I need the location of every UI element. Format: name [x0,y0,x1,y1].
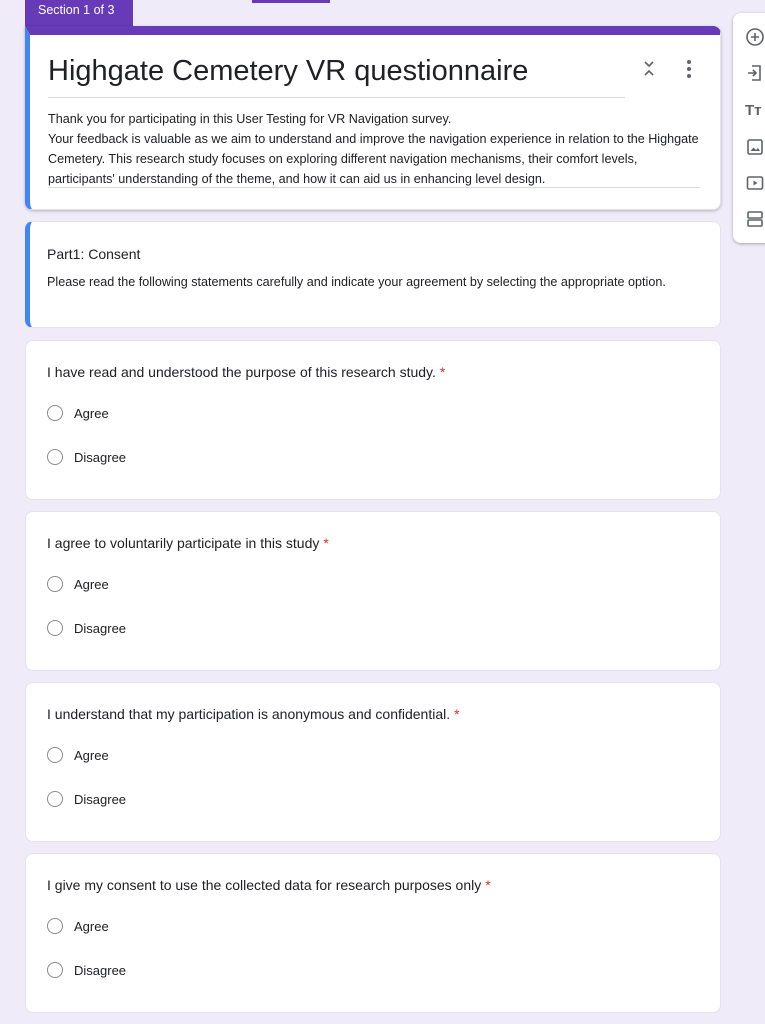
section-header-card[interactable] [25,221,721,328]
option-label: Disagree [74,962,127,978]
question-card[interactable] [25,511,721,671]
option-label: Disagree [74,791,127,807]
radio-button[interactable] [47,405,63,421]
description-line: Thank you for participating in this User Testing for VR Navigation survey. [48,112,452,126]
question-card[interactable] [25,853,721,1013]
import-questions-icon[interactable] [745,63,765,83]
option-disagree[interactable] [47,620,126,636]
question-card[interactable] [25,340,721,500]
option-disagree[interactable] [47,962,126,978]
section-title: Part1: Consent [47,246,141,262]
option-disagree[interactable] [47,791,126,807]
option-label: Agree [74,405,109,421]
option-label: Disagree [74,620,127,636]
title-underline [48,97,625,98]
radio-button[interactable] [47,918,63,934]
description-underline [48,187,700,188]
form-title[interactable]: Highgate Cemetery VR questionnaire [48,55,529,87]
form-description[interactable] [48,109,704,189]
required-asterisk: * [323,535,329,551]
required-asterisk: * [485,877,491,893]
add-question-icon[interactable] [745,27,765,47]
section-description: Please read the following statements carefully and indicate your agreement by selecting the appropriate option. [47,275,666,289]
required-asterisk: * [454,706,460,722]
question-text: I give my consent to use the collected data for research purposes only * [47,877,491,893]
option-agree[interactable] [47,576,109,592]
add-title-icon[interactable]: Tт [745,102,762,119]
radio-button[interactable] [47,747,63,763]
section-tab: Section 1 of 3 [25,0,133,26]
floating-toolbar [733,13,765,243]
option-label: Disagree [74,449,127,465]
question-card[interactable] [25,682,721,842]
radio-button[interactable] [47,449,63,465]
option-agree[interactable] [47,747,109,763]
radio-button[interactable] [47,962,63,978]
radio-button[interactable] [47,620,63,636]
option-agree[interactable] [47,918,109,934]
question-text: I understand that my participation is anonymous and confidential. * [47,706,460,722]
question-text: I have read and understood the purpose of this research study. * [47,364,446,380]
option-label: Agree [74,747,109,763]
add-image-icon[interactable] [745,137,765,157]
radio-button[interactable] [47,576,63,592]
header-accent-bar [252,0,330,3]
question-text: I agree to voluntarily participate in this study * [47,535,329,551]
option-disagree[interactable] [47,449,126,465]
radio-button[interactable] [47,791,63,807]
add-video-icon[interactable] [745,173,765,193]
option-label: Agree [74,576,109,592]
description-line: Your feedback is valuable as we aim to understand and improve the navigation experience in relation to the Highgate Cemetery. This research study focuses on exploring different navigation mechanisms, their comfort levels, participants' understanding of the theme, and how it can aid us in enhancing level design. [48,132,699,186]
option-label: Agree [74,918,109,934]
option-agree[interactable] [47,405,109,421]
more-options-icon[interactable] [686,60,692,80]
collapse-section-icon[interactable] [640,58,658,80]
form-title-card[interactable] [25,26,721,210]
add-section-icon[interactable] [745,209,765,229]
required-asterisk: * [439,364,446,380]
